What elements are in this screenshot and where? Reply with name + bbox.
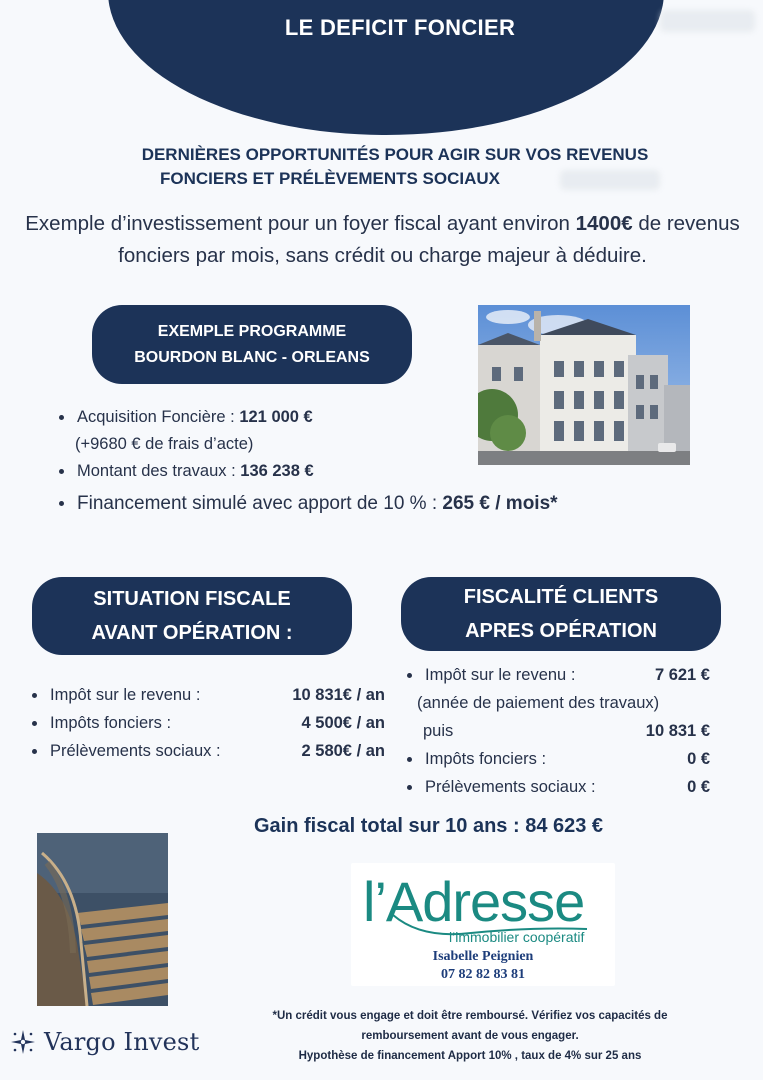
programme-pill [92,305,412,384]
intro-after: de revenus fonciers par mois, sans crédit ou charge majeur à déduire. [118,212,740,267]
avant-list [30,681,385,765]
list-item: Impôt sur le revenu : 10 831€ / an [30,681,385,709]
disclaimer-line-2: remboursement avant de vous engager. [361,1030,579,1042]
apres-title-line-1: FISCALITÉ CLIENTS [463,586,659,608]
adresse-logo [351,863,615,986]
contact-phone: 07 82 82 83 81 [441,967,525,982]
apres-list [405,661,710,801]
intro-before: Exemple d’investissement pour un foyer fiscal ayant environ [25,212,576,235]
vargo-brand [10,1024,199,1060]
disclaimer-line-1: *Un crédit vous engage et doit être remboursé. Vérifiez vos capacités de [272,1010,668,1022]
list-item: Prélèvements sociaux : 2 580€ / an [30,737,385,765]
list-item: Impôts fonciers : 0 € [405,745,710,773]
list-item: (+9680 € de frais d’acte) [75,435,254,453]
adresse-tagline: l’immobilier coopératif [449,929,585,945]
building-photo [478,305,690,465]
blurred-area [560,170,660,190]
intro-amount: 1400€ [575,212,633,235]
subtitle-line-2: FONCIERS ET PRÉLÈVEMENTS SOCIAUX [159,169,501,188]
contact-name: Isabelle Peignien [432,949,534,964]
list-item: Financement simulé avec apport de 10 % : 265 € / mois* [57,487,677,521]
list-item: (année de paiement des travaux) [417,694,660,712]
programme-title-line-1: EXEMPLE PROGRAMME [157,322,347,340]
list-item: Impôt sur le revenu : 7 621 € [405,661,710,689]
list-item: puis 10 831 € [423,722,710,740]
apres-title-line-2: APRES OPÉRATION [465,620,657,642]
list-item: Montant des travaux : 136 238 € [57,458,457,485]
list-item: Acquisition Foncière : 121 000 € [57,404,457,431]
apres-pill [401,577,721,651]
adresse-wordmark: l’Adresse [363,870,585,933]
vargo-name: Vargo Invest [44,1028,200,1056]
avant-pill [32,577,352,655]
blurred-area [660,10,755,32]
staircase-illustration [37,833,168,1006]
programme-title-line-2: BOURDON BLANC - ORLEANS [134,348,370,366]
page-title: LE DEFICIT FONCIER [284,15,516,40]
staircase-photo [37,833,168,1006]
building-illustration [478,305,690,465]
gain-total: Gain fiscal total sur 10 ans : 84 623 € [254,815,604,837]
list-item: Prélèvements sociaux : 0 € [405,773,710,801]
compass-star-icon [10,1029,36,1055]
programme-list [57,404,558,521]
disclaimer [210,1006,730,1066]
disclaimer-line-3: Hypothèse de financement Apport 10% , taux de 4% sur 25 ans [298,1050,642,1062]
avant-title-line-2: AVANT OPÉRATION : [91,622,293,644]
list-item: Impôts fonciers : 4 500€ / an [30,709,385,737]
avant-title-line-1: SITUATION FISCALE [93,588,291,610]
intro-text [10,208,755,272]
subtitle-line-1: DERNIÈRES OPPORTUNITÉS POUR AGIR SUR VOS REVENUS [141,145,649,164]
